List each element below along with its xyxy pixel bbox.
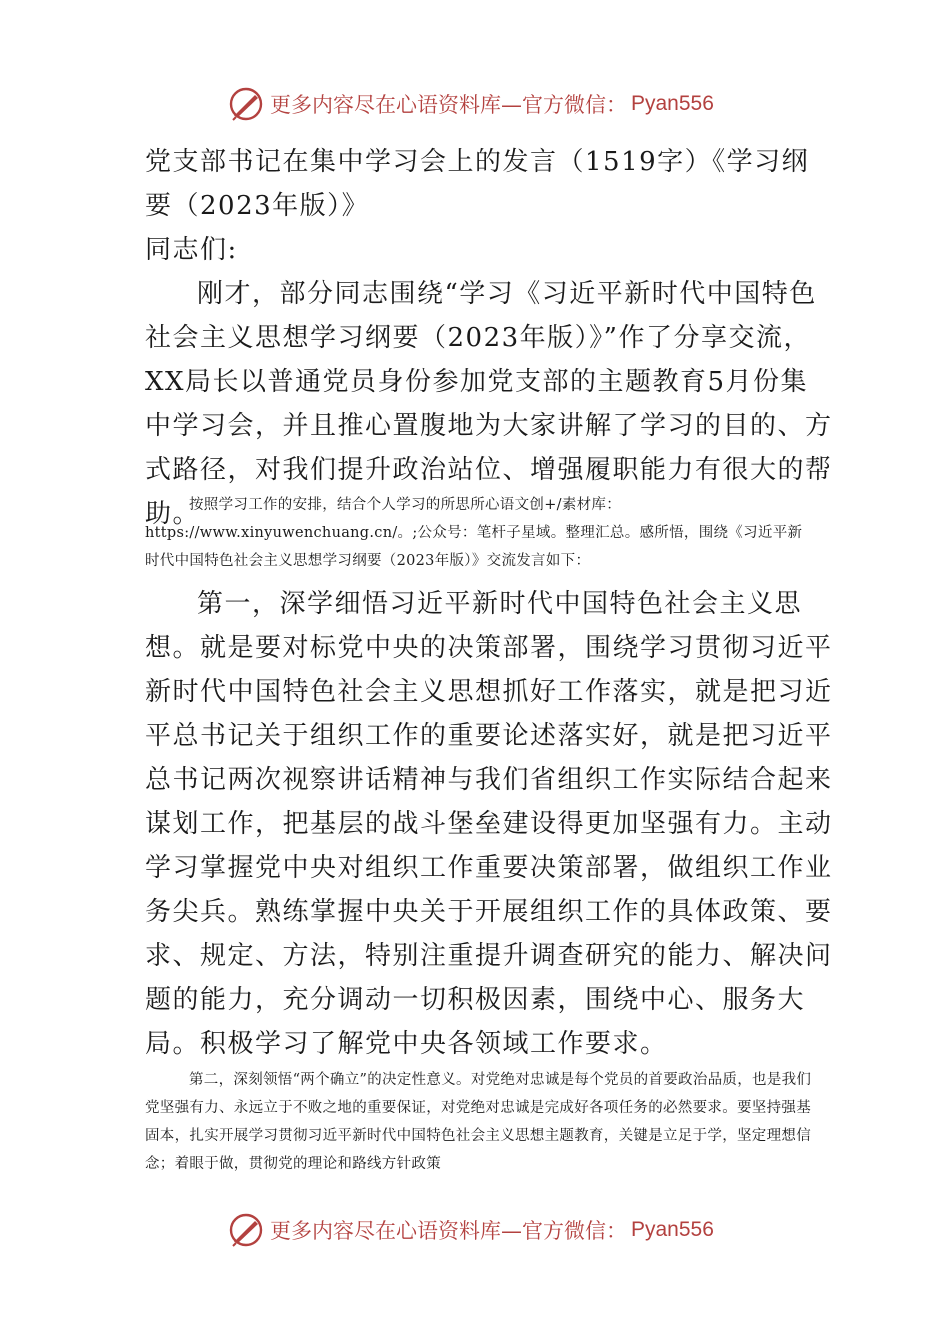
paragraph-2: 按照学习工作的安排，结合个人学习的所思所心语文创+/素材库：https://www.xinyuwenchuang.cn/。;公众号：笔杆子星域。整理汇总。感所悟，围绕《习近平新时代中国特色社会主义思想学习纲要（2023年版）》交流发言如下：	[145, 497, 803, 569]
paragraph-4: 第二，深刻领悟“两个确立”的决定性意义。对党绝对忠诚是每个党员的首要政治品质，也是我们党坚强有力、永远立于不败之地的重要保证，对党绝对忠诚是完成好各项任务的必然要求。要坚持强基固本，扎实开展学习贯彻习近平新时代中国特色社会主义思想主题教育，关键是立足于学，坚定理想信念；着眼于做，贯彻党的理论和路线方针政策	[145, 1072, 812, 1172]
paragraph-3: 第一，深学细悟习近平新时代中国特色社会主义思想。就是要对标党中央的决策部署，围绕学习贯彻习近平新时代中国特色社会主义思想抓好工作落实，就是把习近平总书记关于组织工作的重要论述落实好，就是把习近平总书记两次视察讲话精神与我们省组织工作实际结合起来谋划工作，把基层的战斗堡垒建设得更加坚强有力。主动学习掌握党中央对组织工作重要决策部署，做组织工作业务尖兵。熟练掌握中央关于开展组织工作的具体政策、要求、规定、方法，特别注重提升调查研究的能力、解决问题的能力，充分调动一切积极因素，围绕中心、服务大局。积极学习了解党中央各领域工作要求。	[145, 589, 833, 1059]
wechat-id: Pyan556	[631, 92, 714, 115]
document-title: 党支部书记在集中学习会上的发言（1519字）《学习纲要（2023年版）》	[145, 147, 810, 221]
salutation: 同志们:	[145, 235, 238, 265]
quill-logo-icon	[228, 1212, 264, 1248]
paragraph-3-block	[145, 582, 835, 1066]
document-heading	[145, 140, 835, 536]
quill-logo-icon	[228, 86, 264, 122]
wechat-id: Pyan556	[631, 1218, 714, 1241]
watermark-text: 更多内容尽在心语资料库—官方微信：	[270, 1219, 627, 1243]
paragraph-4-block	[145, 1066, 817, 1178]
paragraph-1: 刚才，部分同志围绕“学习《习近平新时代中国特色社会主义思想学习纲要（2023年版）》”作了分享交流，XX局长以普通党员身份参加党支部的主题教育5月份集中学习会，并且推心置腹地为大家讲解了学习的目的、方式路径，对我们提升政治站位、增强履职能力有很大的帮助。	[145, 279, 833, 529]
header-watermark	[228, 85, 788, 123]
footer-watermark	[228, 1211, 788, 1249]
paragraph-2-block	[145, 491, 817, 575]
watermark-text: 更多内容尽在心语资料库—官方微信：	[270, 93, 627, 117]
